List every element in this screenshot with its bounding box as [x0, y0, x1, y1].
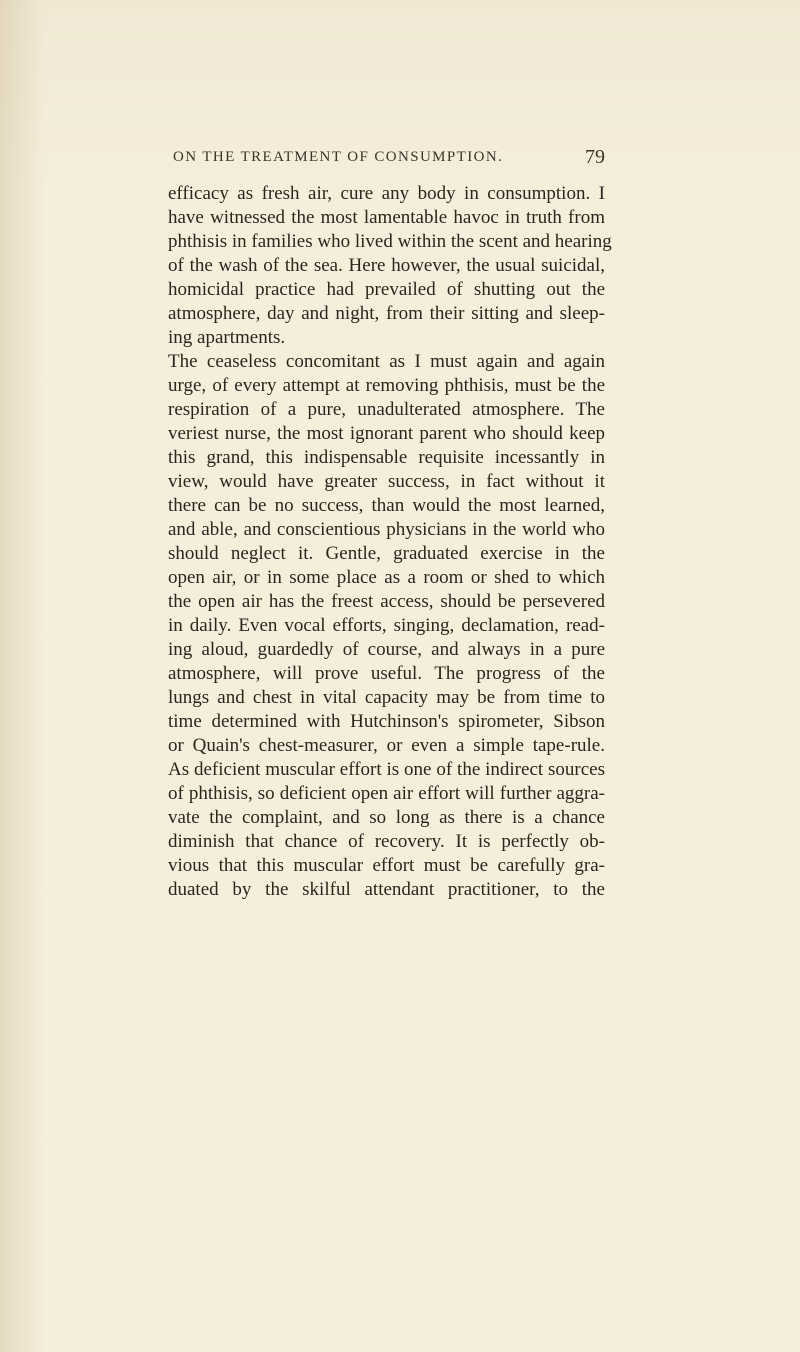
text-line: urge, of every attempt at removing phthisis, must be the: [168, 375, 605, 396]
text-line: there can be no success, than would the most learned,: [168, 495, 605, 516]
text-line: the open air has the freest access, should be persevered: [168, 591, 605, 612]
text-line: As deficient muscular effort is one of the indirect sources: [168, 759, 605, 780]
text-line: atmosphere, day and night, from their sitting and sleep-: [168, 303, 605, 324]
text-line: homicidal practice had prevailed of shutting out the: [168, 279, 605, 300]
text-line: should neglect it. Gentle, graduated exercise in the: [168, 543, 605, 564]
text-line: lungs and chest in vital capacity may be from time to: [168, 687, 605, 708]
text-line: view, would have greater success, in fact without it: [168, 471, 605, 492]
running-title: ON THE TREATMENT OF CONSUMPTION.: [173, 149, 504, 165]
page-number: 79: [585, 146, 605, 168]
text-line: in daily. Even vocal efforts, singing, declamation, read-: [168, 615, 605, 636]
text-line: time determined with Hutchinson's spirometer, Sibson: [168, 711, 605, 732]
running-head: [173, 146, 605, 170]
text-line: respiration of a pure, unadulterated atmosphere. The: [168, 399, 605, 420]
text-line: of the wash of the sea. Here however, the usual suicidal,: [168, 255, 605, 276]
text-line: diminish that chance of recovery. It is perfectly ob-: [168, 831, 605, 852]
text-line: and able, and conscientious physicians in the world who: [168, 519, 605, 540]
text-line: ing aloud, guardedly of course, and always in a pure: [168, 639, 605, 660]
text-line: vate the complaint, and so long as there is a chance: [168, 807, 605, 828]
text-line: of phthisis, so deficient open air effort will further aggra-: [168, 783, 605, 804]
paragraph-start-line: The ceaseless concomitant as I must again and again: [168, 351, 605, 372]
text-line: atmosphere, will prove useful. The progress of the: [168, 663, 605, 684]
text-line: ing apartments.: [168, 327, 286, 348]
text-line: this grand, this indispensable requisite incessantly in: [168, 447, 605, 468]
text-line: or Quain's chest-measurer, or even a simple tape-rule.: [168, 735, 605, 756]
text-line: veriest nurse, the most ignorant parent who should keep: [168, 423, 605, 444]
text-line: phthisis in families who lived within the scent and hearing: [168, 231, 612, 252]
text-line: open air, or in some place as a room or shed to which: [168, 567, 605, 588]
text-line: have witnessed the most lamentable havoc in truth from: [168, 207, 605, 228]
text-line: vious that this muscular effort must be carefully gra-: [168, 855, 605, 876]
text-line: duated by the skilful attendant practitioner, to the: [168, 879, 605, 900]
body-text: [168, 182, 612, 902]
text-line: efficacy as fresh air, cure any body in consumption. I: [168, 183, 605, 204]
